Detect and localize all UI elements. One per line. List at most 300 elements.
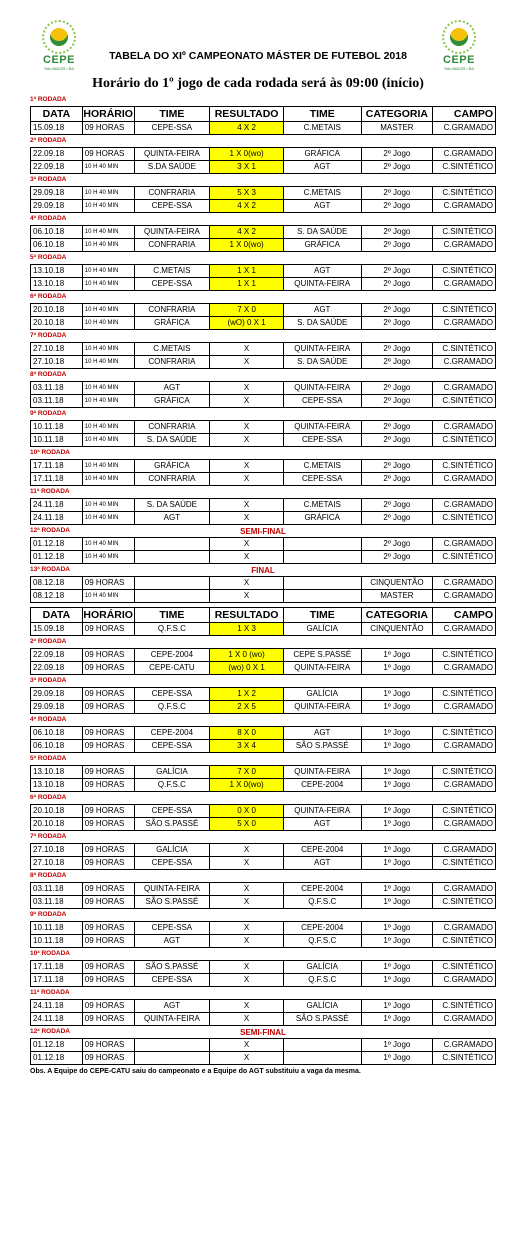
match-category: 2º Jogo — [362, 473, 434, 485]
round-block — [30, 135, 496, 174]
match-category: CINQUENTÃO — [362, 623, 434, 635]
match-time: 09 HORAS — [83, 935, 135, 947]
match-date: 13.10.18 — [31, 278, 83, 290]
match-result: X — [210, 512, 284, 524]
table-row — [30, 200, 496, 213]
match-category: 1º Jogo — [362, 766, 434, 778]
match-field: C.GRAMADO — [443, 539, 493, 548]
match-date: 27.10.18 — [31, 857, 83, 869]
match-field: C.GRAMADO — [443, 591, 493, 600]
match-category: MASTER — [362, 122, 434, 134]
away-team — [284, 590, 362, 602]
match-date: 13.10.18 — [31, 265, 83, 277]
column-header: CATEGORIA — [362, 107, 434, 121]
match-time: 09 HORAS — [83, 1013, 135, 1025]
match-result: 1 X 2 — [210, 688, 284, 700]
match-time: 10 H 40 MIN — [83, 590, 135, 602]
away-team: Q.F.S.C — [284, 935, 362, 947]
home-team: AGT — [135, 935, 211, 947]
match-result: 1 X 0(wo) — [210, 779, 284, 791]
away-team: GALÍCIA — [284, 688, 362, 700]
match-result: 4 X 2 — [210, 122, 284, 134]
match-field: C.GRAMADO — [443, 500, 493, 509]
match-category: 1º Jogo — [362, 961, 434, 973]
round-block — [30, 870, 496, 909]
home-team — [135, 577, 211, 589]
match-date: 15.09.18 — [31, 623, 83, 635]
match-field: C.GRAMADO — [443, 201, 493, 210]
away-team: GALÍCIA — [284, 623, 362, 635]
match-field: C.GRAMADO — [443, 663, 493, 672]
away-team — [284, 577, 362, 589]
round-label — [30, 213, 496, 225]
match-time: 09 HORAS — [83, 1052, 135, 1064]
column-header: CATEGORIA — [362, 608, 434, 622]
match-field: C.GRAMADO — [443, 318, 493, 327]
round-block — [30, 94, 496, 135]
match-category: 1º Jogo — [362, 935, 434, 947]
round-label — [30, 636, 496, 648]
table-row — [30, 122, 496, 135]
match-date: 17.11.18 — [31, 460, 83, 472]
table-row — [30, 161, 496, 174]
away-team: QUINTA-FEIRA — [284, 382, 362, 394]
away-team: C.METAIS — [284, 122, 362, 134]
match-category: 1º Jogo — [362, 896, 434, 908]
round-label — [30, 525, 496, 537]
match-category: 2º Jogo — [362, 304, 434, 316]
round-label — [30, 753, 496, 765]
match-field: C.GRAMADO — [443, 474, 493, 483]
table-row — [30, 623, 496, 636]
match-date: 03.11.18 — [31, 395, 83, 407]
match-result: X — [210, 961, 284, 973]
stage-label: SEMI-FINAL — [240, 1028, 286, 1037]
table-row — [30, 459, 496, 473]
match-date: 22.09.18 — [31, 662, 83, 674]
home-team: S.DA SAÚDE — [135, 161, 211, 173]
away-team: CEPE-SSA — [284, 473, 362, 485]
match-result: 8 X 0 — [210, 727, 284, 739]
match-field: C.SINTÉTICO — [442, 305, 493, 314]
round-label — [30, 564, 496, 576]
match-field: C.GRAMADO — [443, 923, 493, 932]
match-result: X — [210, 356, 284, 368]
away-team: AGT — [284, 161, 362, 173]
match-time: 09 HORAS — [83, 1039, 135, 1051]
match-date: 27.10.18 — [31, 844, 83, 856]
match-field: C.SINTÉTICO — [442, 188, 493, 197]
round-block — [30, 831, 496, 870]
match-category: 1º Jogo — [362, 1039, 434, 1051]
match-date: 24.11.18 — [31, 1000, 83, 1012]
round-label — [30, 447, 496, 459]
away-team: QUINTA-FEIRA — [284, 805, 362, 817]
match-result: X — [210, 395, 284, 407]
round-name: 2ª RODADA — [30, 137, 67, 144]
match-result: X — [210, 857, 284, 869]
match-category: 2º Jogo — [362, 434, 434, 446]
match-field: C.SINTÉTICO — [442, 897, 493, 906]
match-time: 09 HORAS — [83, 727, 135, 739]
match-category: 1º Jogo — [362, 857, 434, 869]
match-date: 17.11.18 — [31, 974, 83, 986]
table-row — [30, 701, 496, 714]
match-category: 2º Jogo — [362, 512, 434, 524]
match-result: X — [210, 974, 284, 986]
match-category: 2º Jogo — [362, 551, 434, 563]
home-team: AGT — [135, 382, 211, 394]
match-field: C.SINTÉTICO — [442, 689, 493, 698]
match-time: 10 H 40 MIN — [83, 382, 135, 394]
match-result: X — [210, 590, 284, 602]
match-field: C.GRAMADO — [443, 780, 493, 789]
match-field: C.SINTÉTICO — [442, 936, 493, 945]
round-name: 11ª RODADA — [30, 989, 70, 996]
away-team: GRÁFICA — [284, 239, 362, 251]
away-team — [284, 1039, 362, 1051]
match-category: 1º Jogo — [362, 727, 434, 739]
home-team — [135, 551, 211, 563]
match-time: 10 H 40 MIN — [83, 356, 135, 368]
away-team: QUINTA-FEIRA — [284, 343, 362, 355]
away-team: AGT — [284, 265, 362, 277]
away-team: GALÍCIA — [284, 961, 362, 973]
away-team — [284, 1052, 362, 1064]
away-team: CEPE S.PASSÉ — [284, 649, 362, 661]
home-team: QUINTA-FEIRA — [135, 148, 211, 160]
round-name: 3ª RODADA — [30, 677, 67, 684]
home-team: CEPE-SSA — [135, 688, 211, 700]
match-field: C.GRAMADO — [443, 975, 493, 984]
match-result: X — [210, 473, 284, 485]
match-date: 22.09.18 — [31, 649, 83, 661]
home-team: SÃO S.PASSÉ — [135, 961, 211, 973]
home-team: QUINTA-FEIRA — [135, 1013, 211, 1025]
match-result: 1 X 1 — [210, 265, 284, 277]
round-name: 10ª RODADA — [30, 950, 70, 957]
match-field: C.GRAMADO — [443, 123, 493, 132]
table-row — [30, 818, 496, 831]
round-block — [30, 1026, 496, 1065]
round-name: 4ª RODADA — [30, 716, 67, 723]
home-team: SÃO S.PASSÉ — [135, 896, 211, 908]
match-time: 09 HORAS — [83, 844, 135, 856]
match-field: C.SINTÉTICO — [442, 552, 493, 561]
match-date: 24.11.18 — [31, 1013, 83, 1025]
away-team: S. DA SAÚDE — [284, 317, 362, 329]
match-date: 03.11.18 — [31, 883, 83, 895]
table-row — [30, 921, 496, 935]
match-date: 17.11.18 — [31, 961, 83, 973]
match-date: 03.11.18 — [31, 896, 83, 908]
match-time: 10 H 40 MIN — [83, 317, 135, 329]
match-date: 17.11.18 — [31, 473, 83, 485]
round-block — [30, 525, 496, 564]
table-row — [30, 317, 496, 330]
round-block — [30, 174, 496, 213]
match-date: 01.12.18 — [31, 1052, 83, 1064]
home-team: GALÍCIA — [135, 844, 211, 856]
round-name: 11ª RODADA — [30, 488, 70, 495]
table-row — [30, 662, 496, 675]
home-team: Q.F.S.C — [135, 623, 211, 635]
match-date: 10.11.18 — [31, 434, 83, 446]
column-header: DATA — [31, 608, 83, 622]
match-time: 10 H 40 MIN — [83, 239, 135, 251]
match-field: C.SINTÉTICO — [442, 858, 493, 867]
match-date: 29.09.18 — [31, 200, 83, 212]
match-result: 1 X 3 — [210, 623, 284, 635]
home-team: S. DA SAÚDE — [135, 434, 211, 446]
match-field: C.SINTÉTICO — [442, 435, 493, 444]
match-result: 5 X 0 — [210, 818, 284, 830]
match-result: X — [210, 421, 284, 433]
match-result: X — [210, 460, 284, 472]
home-team — [135, 1039, 211, 1051]
match-date: 03.11.18 — [31, 382, 83, 394]
round-label — [30, 330, 496, 342]
match-field: C.SINTÉTICO — [442, 461, 493, 470]
table-row — [30, 882, 496, 896]
round-block — [30, 213, 496, 252]
match-field: C.GRAMADO — [443, 357, 493, 366]
match-time: 10 H 40 MIN — [83, 343, 135, 355]
match-field: C.SINTÉTICO — [442, 806, 493, 815]
round-block — [30, 909, 496, 948]
home-team: CEPE-SSA — [135, 974, 211, 986]
table-row — [30, 576, 496, 590]
round-block — [30, 792, 496, 831]
match-date: 24.11.18 — [31, 499, 83, 511]
table-row — [30, 395, 496, 408]
round-block — [30, 252, 496, 291]
match-category: 2º Jogo — [362, 265, 434, 277]
match-category: 2º Jogo — [362, 148, 434, 160]
match-time: 10 H 40 MIN — [83, 499, 135, 511]
match-category: 1º Jogo — [362, 818, 434, 830]
home-team: CONFRARIA — [135, 187, 211, 199]
table-row — [30, 1013, 496, 1026]
match-time: 10 H 40 MIN — [83, 551, 135, 563]
match-time: 09 HORAS — [83, 818, 135, 830]
match-category: 2º Jogo — [362, 278, 434, 290]
match-field: C.GRAMADO — [443, 149, 493, 158]
match-category: 2º Jogo — [362, 239, 434, 251]
round-label — [30, 486, 496, 498]
table-row — [30, 342, 496, 356]
page-title: TABELA DO XIº CAMPEONATO MÁSTER DE FUTEBOL 2018 — [109, 50, 407, 62]
match-field: C.SINTÉTICO — [442, 344, 493, 353]
round-label — [30, 135, 496, 147]
match-field: C.GRAMADO — [443, 279, 493, 288]
table-row — [30, 537, 496, 551]
match-field: C.SINTÉTICO — [442, 728, 493, 737]
away-team: AGT — [284, 818, 362, 830]
logo-city: SALVADOR / BA — [444, 66, 474, 71]
match-date: 06.10.18 — [31, 239, 83, 251]
match-time: 09 HORAS — [83, 883, 135, 895]
match-category: 1º Jogo — [362, 883, 434, 895]
round-name: 10ª RODADA — [30, 449, 70, 456]
match-time: 09 HORAS — [83, 662, 135, 674]
home-team: SÃO S.PASSÉ — [135, 818, 211, 830]
round-block — [30, 607, 496, 636]
match-date: 22.09.18 — [31, 148, 83, 160]
round-name: 6ª RODADA — [30, 293, 67, 300]
match-result: X — [210, 883, 284, 895]
round-label — [30, 792, 496, 804]
match-date: 01.12.18 — [31, 1039, 83, 1051]
round-block — [30, 714, 496, 753]
table-row — [30, 974, 496, 987]
match-category: 1º Jogo — [362, 1013, 434, 1025]
round-name: 3ª RODADA — [30, 176, 67, 183]
match-category: MASTER — [362, 590, 434, 602]
match-result: 1 X 0 (wo) — [210, 649, 284, 661]
match-date: 06.10.18 — [31, 727, 83, 739]
match-time: 09 HORAS — [83, 701, 135, 713]
away-team: CEPE-2004 — [284, 883, 362, 895]
match-result: 4 X 2 — [210, 226, 284, 238]
match-field: C.SINTÉTICO — [442, 227, 493, 236]
home-team: GRÁFICA — [135, 460, 211, 472]
match-date: 10.11.18 — [31, 421, 83, 433]
table-row — [30, 726, 496, 740]
match-field: C.GRAMADO — [443, 741, 493, 750]
round-name: 6ª RODADA — [30, 794, 67, 801]
away-team: QUINTA-FEIRA — [284, 766, 362, 778]
round-name: 7ª RODADA — [30, 833, 67, 840]
round-name: 1ª RODADA — [30, 96, 67, 103]
match-time: 09 HORAS — [83, 961, 135, 973]
table-row — [30, 278, 496, 291]
match-time: 10 H 40 MIN — [83, 226, 135, 238]
match-time: 09 HORAS — [83, 649, 135, 661]
match-category: 1º Jogo — [362, 805, 434, 817]
match-time: 10 H 40 MIN — [83, 304, 135, 316]
match-date: 29.09.18 — [31, 701, 83, 713]
away-team: QUINTA-FEIRA — [284, 278, 362, 290]
table-row — [30, 687, 496, 701]
round-block — [30, 675, 496, 714]
round-label — [30, 948, 496, 960]
match-time: 10 H 40 MIN — [83, 512, 135, 524]
home-team: CONFRARIA — [135, 304, 211, 316]
match-category: 2º Jogo — [362, 499, 434, 511]
match-field: C.GRAMADO — [443, 1014, 493, 1023]
match-date: 10.11.18 — [31, 922, 83, 934]
match-field: C.GRAMADO — [443, 819, 493, 828]
home-team: CEPE-SSA — [135, 200, 211, 212]
match-field: C.GRAMADO — [443, 1040, 493, 1049]
match-time: 10 H 40 MIN — [83, 421, 135, 433]
table-row — [30, 590, 496, 603]
match-field: C.SINTÉTICO — [442, 396, 493, 405]
home-team: GRÁFICA — [135, 395, 211, 407]
round-name: 8ª RODADA — [30, 872, 67, 879]
match-category: 2º Jogo — [362, 161, 434, 173]
round-block — [30, 330, 496, 369]
match-category: 1º Jogo — [362, 1000, 434, 1012]
away-team: CEPE-2004 — [284, 779, 362, 791]
round-name: 2ª RODADA — [30, 638, 67, 645]
away-team: SÃO S.PASSÉ — [284, 1013, 362, 1025]
round-block — [30, 948, 496, 987]
match-time: 09 HORAS — [83, 122, 135, 134]
home-team: CONFRARIA — [135, 473, 211, 485]
table-row — [30, 648, 496, 662]
match-category: 1º Jogo — [362, 844, 434, 856]
round-label — [30, 174, 496, 186]
away-team: C.METAIS — [284, 499, 362, 511]
home-team: CEPE-2004 — [135, 649, 211, 661]
table-row — [30, 512, 496, 525]
tennis-ball-icon — [442, 20, 476, 54]
home-team: CEPE-SSA — [135, 122, 211, 134]
away-team: C.METAIS — [284, 187, 362, 199]
column-header: HORÁRIO — [83, 108, 133, 120]
match-date: 10.11.18 — [31, 935, 83, 947]
home-team — [135, 1052, 211, 1064]
match-category: 1º Jogo — [362, 779, 434, 791]
match-category: 1º Jogo — [362, 662, 434, 674]
match-result: (wO) 0 X 1 — [210, 317, 284, 329]
match-time: 10 H 40 MIN — [83, 538, 135, 550]
match-date: 15.09.18 — [31, 122, 83, 134]
table-row — [30, 843, 496, 857]
match-field: C.GRAMADO — [443, 240, 493, 249]
round-name: 12ª RODADA — [30, 1028, 70, 1035]
match-field: C.SINTÉTICO — [442, 767, 493, 776]
table-row — [30, 960, 496, 974]
match-result: X — [210, 343, 284, 355]
table-header-row — [30, 106, 496, 122]
schedule-tables — [30, 94, 496, 1075]
round-block — [30, 636, 496, 675]
round-label — [30, 94, 496, 106]
round-label — [30, 870, 496, 882]
match-time: 09 HORAS — [83, 779, 135, 791]
home-team: CEPE-2004 — [135, 727, 211, 739]
match-result: 5 X 3 — [210, 187, 284, 199]
home-team: QUINTA-FEIRA — [135, 226, 211, 238]
column-header: CAMPO — [453, 609, 493, 621]
round-name: 7ª RODADA — [30, 332, 67, 339]
column-header: DATA — [31, 107, 83, 121]
match-category: 1º Jogo — [362, 740, 434, 752]
table-row — [30, 779, 496, 792]
match-date: 06.10.18 — [31, 226, 83, 238]
away-team: QUINTA-FEIRA — [284, 662, 362, 674]
match-date: 01.12.18 — [31, 551, 83, 563]
match-result: X — [210, 577, 284, 589]
match-date: 29.09.18 — [31, 688, 83, 700]
away-team: AGT — [284, 857, 362, 869]
match-result: X — [210, 538, 284, 550]
column-header: HORÁRIO — [83, 609, 133, 621]
match-time: 10 H 40 MIN — [83, 434, 135, 446]
match-result: 7 X 0 — [210, 766, 284, 778]
match-category: 1º Jogo — [362, 649, 434, 661]
match-field: C.GRAMADO — [443, 578, 493, 587]
match-result: X — [210, 1039, 284, 1051]
match-time: 09 HORAS — [83, 740, 135, 752]
match-date: 24.11.18 — [31, 512, 83, 524]
match-time: 09 HORAS — [83, 766, 135, 778]
away-team: C.METAIS — [284, 460, 362, 472]
match-field: C.GRAMADO — [443, 624, 493, 633]
